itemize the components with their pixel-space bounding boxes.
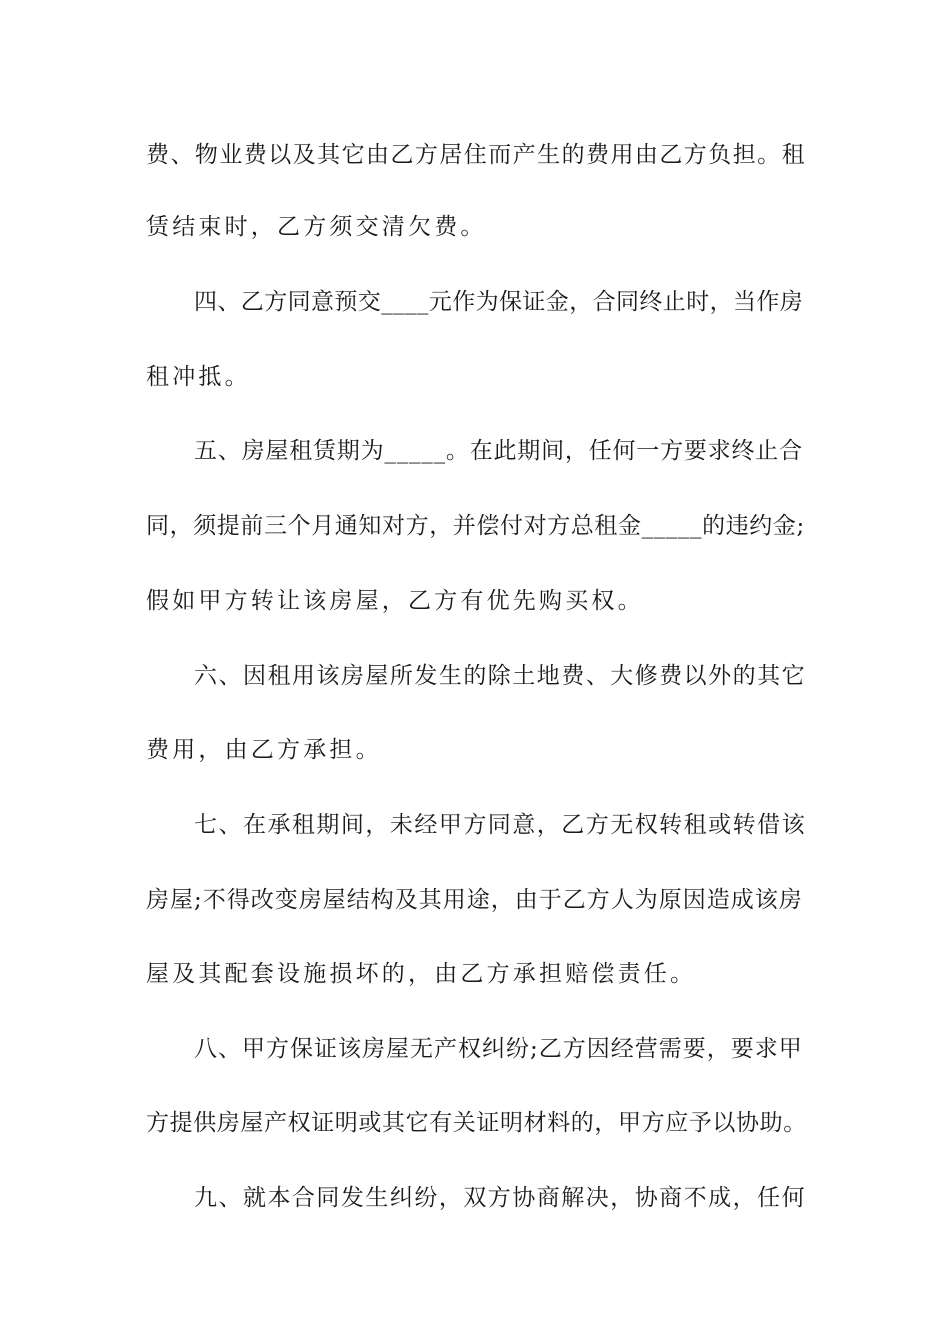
paragraph-line: 四、乙方同意预交____元作为保证金，合同终止时，当作房	[194, 289, 804, 315]
paragraph-line: 假如甲方转让该房屋，乙方有优先购买权。	[146, 588, 644, 614]
paragraph-line: 五、房屋租赁期为_____。在此期间，任何一方要求终止合	[194, 438, 803, 464]
paragraph-line: 六、因租用该房屋所发生的除土地费、大修费以外的其它	[194, 663, 806, 689]
paragraph-line: 租冲抵。	[146, 364, 251, 390]
paragraph-line: 同，须提前三个月通知对方，并偿付对方总租金_____的违约金;	[146, 513, 805, 539]
paragraph-line: 房屋;不得改变房屋结构及其用途，由于乙方人为原因造成该房	[146, 887, 803, 913]
paragraph-line: 赁结束时，乙方须交清欠费。	[146, 214, 487, 240]
paragraph-line: 方提供房屋产权证明或其它有关证明材料的，甲方应予以协助。	[146, 1110, 807, 1136]
paragraph-line: 费用，由乙方承担。	[146, 737, 382, 763]
paragraph-line: 费、物业费以及其它由乙方居住而产生的费用由乙方负担。租	[146, 142, 806, 168]
paragraph-line: 屋及其配套设施损坏的，由乙方承担赔偿责任。	[146, 961, 697, 987]
paragraph-line: 八、甲方保证该房屋无产权纠纷;乙方因经营需要，要求甲	[194, 1036, 803, 1062]
paragraph-line: 九、就本合同发生纠纷，双方协商解决，协商不成，任何	[194, 1185, 806, 1211]
paragraph-line: 七、在承租期间，未经甲方同意，乙方无权转租或转借该	[194, 812, 806, 838]
